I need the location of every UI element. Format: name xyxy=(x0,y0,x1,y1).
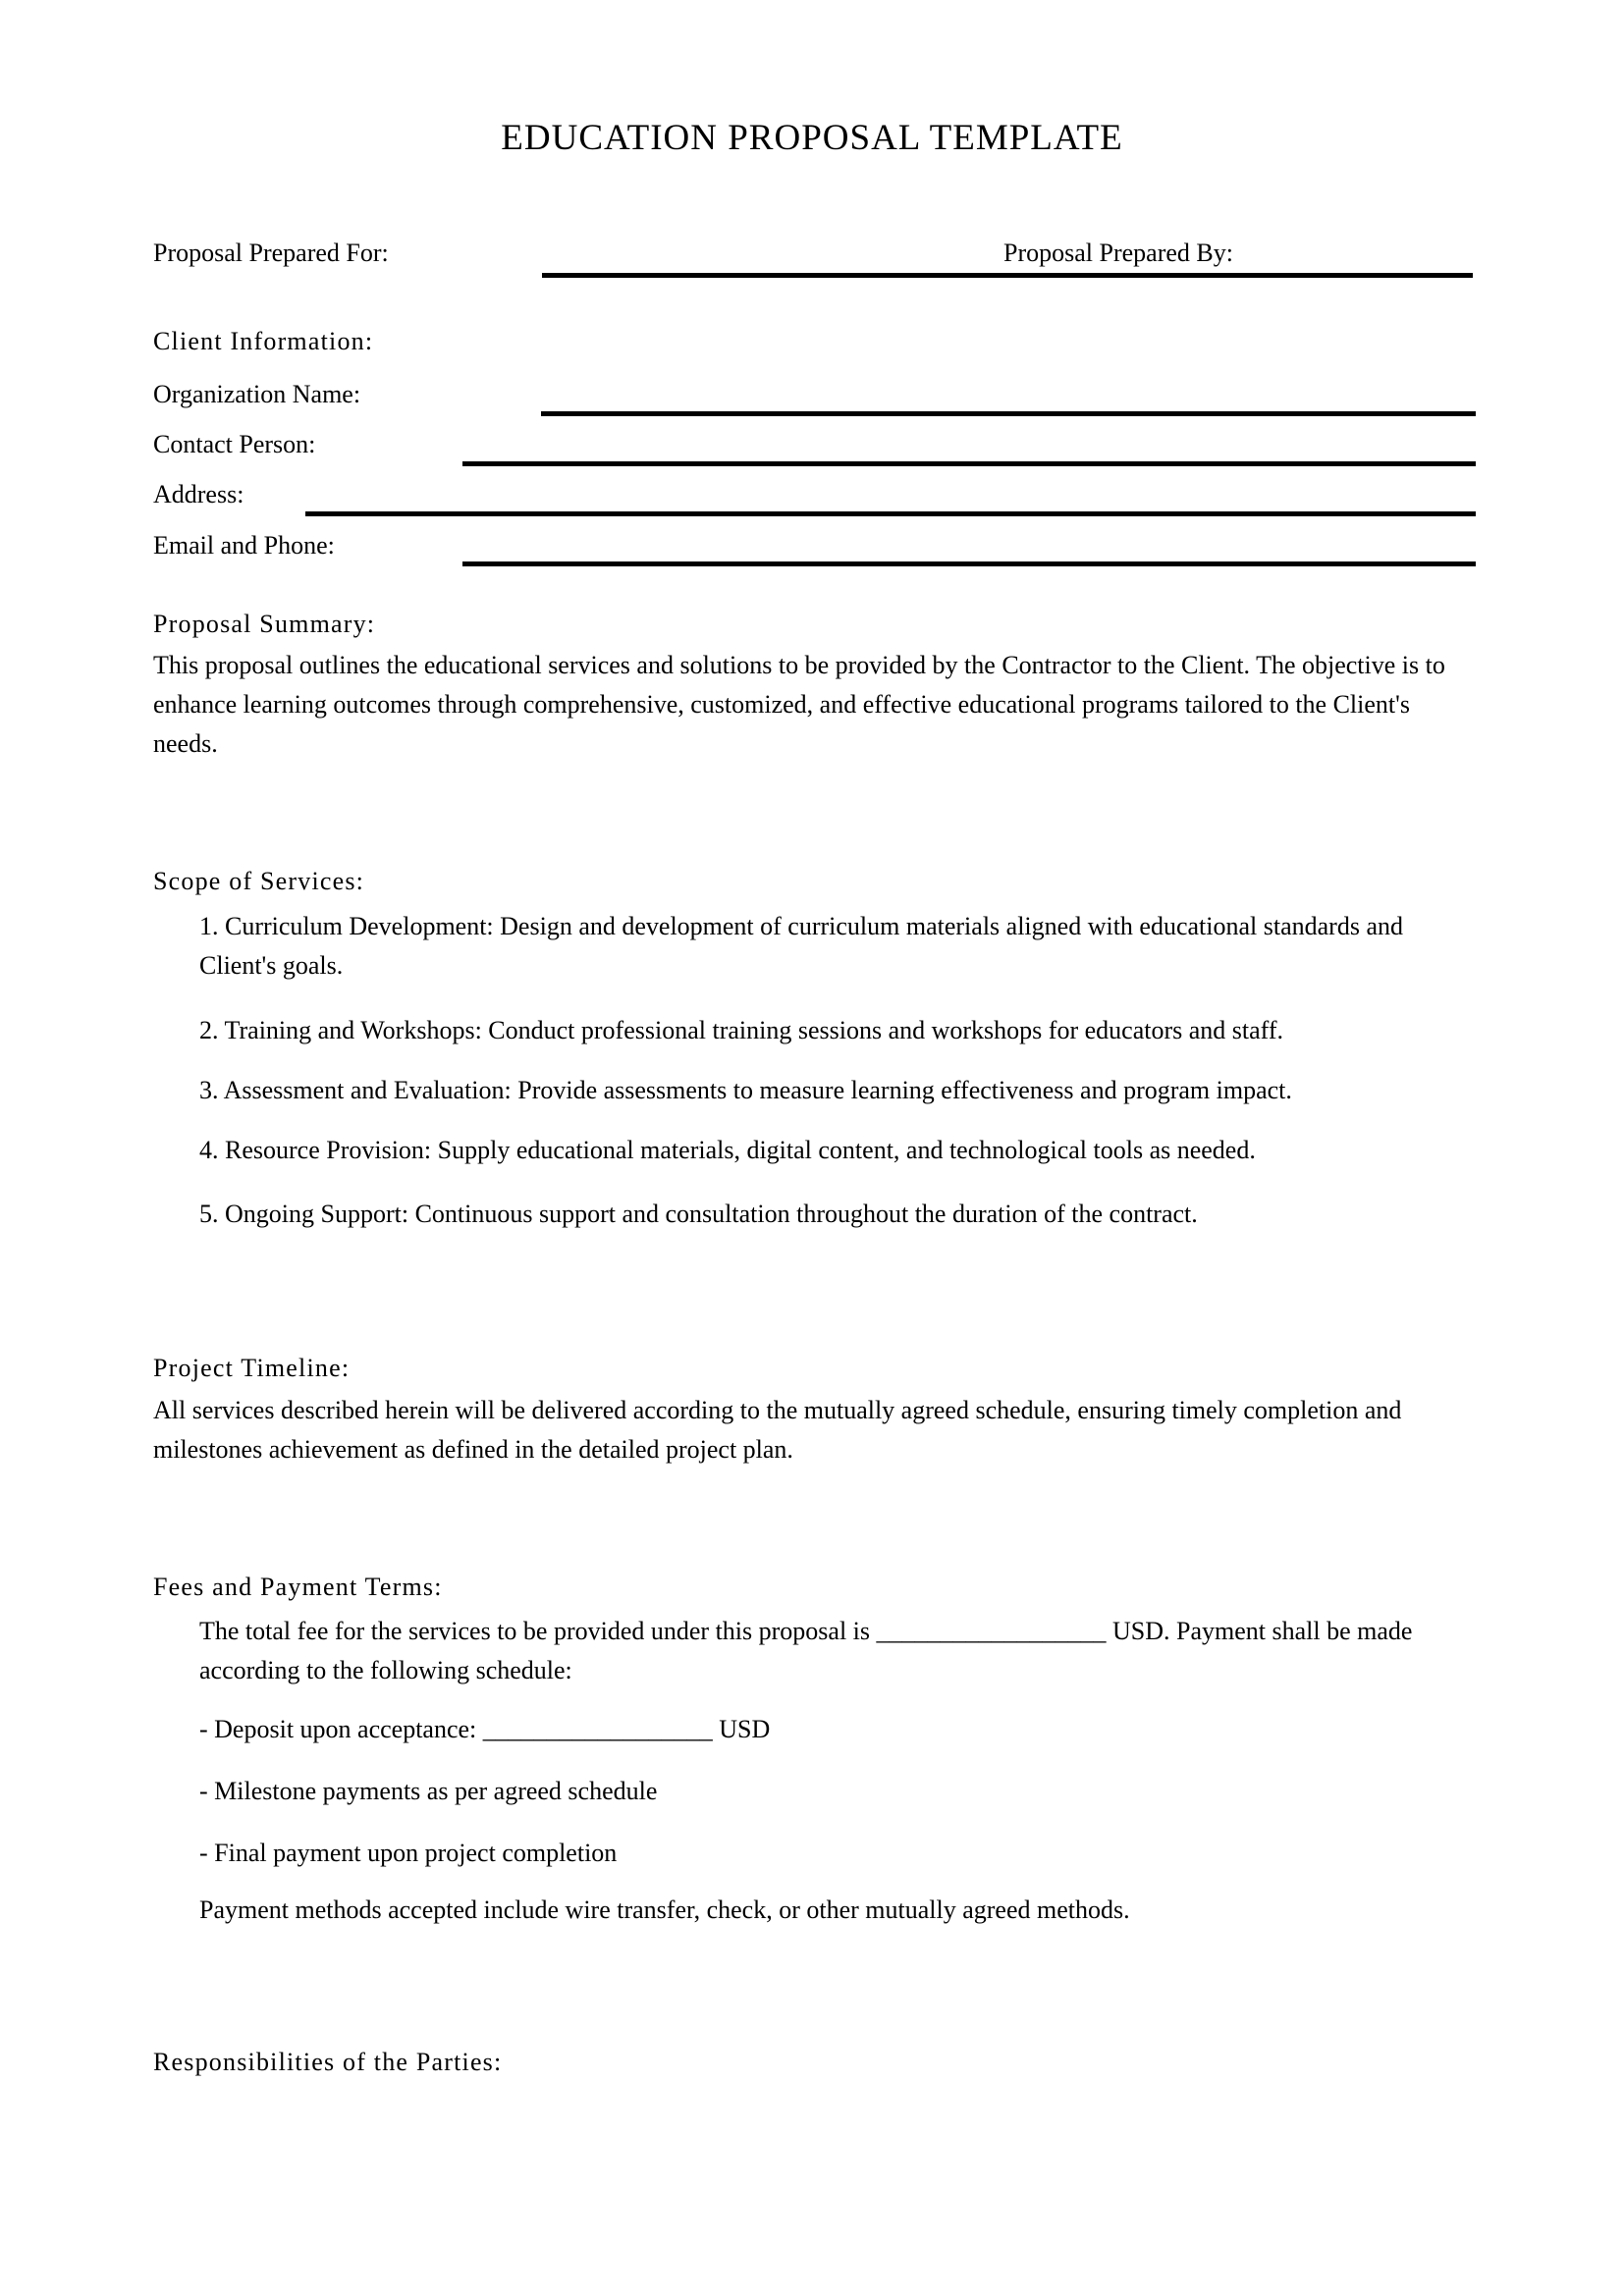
payment-methods-text: Payment methods accepted include wire transfer, check, or other mutually agreed methods. xyxy=(199,1896,1130,1924)
contact-person-label: Contact Person: xyxy=(153,430,316,458)
prepared-by-label: Proposal Prepared By: xyxy=(1003,239,1233,267)
scope-of-services-heading: Scope of Services: xyxy=(153,867,365,895)
scope-item-2: 2. Training and Workshops: Conduct professional training sessions and workshops for educators and staff. xyxy=(199,1016,1283,1044)
scope-item-3: 3. Assessment and Evaluation: Provide assessments to measure learning effectiveness and program impact. xyxy=(199,1076,1292,1104)
total-fee-text: The total fee for the services to be provided under this proposal is __________________ USD. Payment shall be made according to the following schedule: xyxy=(199,1617,1413,1684)
organization-name-blank-line xyxy=(541,411,1476,416)
scope-item-1: 1. Curriculum Development: Design and development of curriculum materials aligned with educational standards and Client's goals. xyxy=(199,912,1403,980)
contact-person-blank-line xyxy=(462,461,1476,466)
deposit-schedule-item: - Deposit upon acceptance: __________________ USD xyxy=(199,1715,771,1743)
proposal-summary-heading: Proposal Summary: xyxy=(153,610,376,638)
responsibilities-heading: Responsibilities of the Parties: xyxy=(153,2048,503,2076)
email-phone-label: Email and Phone: xyxy=(153,531,335,560)
organization-name-label: Organization Name: xyxy=(153,380,361,408)
address-blank-line xyxy=(305,511,1476,516)
email-phone-blank-line xyxy=(462,561,1476,566)
fees-payment-heading: Fees and Payment Terms: xyxy=(153,1573,443,1601)
project-timeline-body: All services described herein will be delivered according to the mutually agreed schedule, ensuring timely completion and milestones achievement as defined in the detailed project plan. xyxy=(153,1396,1402,1464)
prepared-for-blank-line xyxy=(542,273,1473,278)
proposal-summary-body: This proposal outlines the educational services and solutions to be provided by the Contractor to the Client. The objective is to enhance learning outcomes through comprehensive, customized, and effective educational programs tailored to the Client's needs. xyxy=(153,651,1445,758)
milestone-schedule-item: - Milestone payments as per agreed schedule xyxy=(199,1777,658,1805)
client-information-heading: Client Information: xyxy=(153,327,374,355)
final-payment-schedule-item: - Final payment upon project completion xyxy=(199,1839,618,1867)
prepared-for-label: Proposal Prepared For: xyxy=(153,239,389,267)
page-title: EDUCATION PROPOSAL TEMPLATE xyxy=(501,118,1123,158)
scope-item-5: 5. Ongoing Support: Continuous support and consultation throughout the duration of the contract. xyxy=(199,1200,1198,1228)
project-timeline-heading: Project Timeline: xyxy=(153,1354,351,1382)
scope-item-4: 4. Resource Provision: Supply educational materials, digital content, and technological tools as needed. xyxy=(199,1136,1256,1164)
address-label: Address: xyxy=(153,480,244,508)
